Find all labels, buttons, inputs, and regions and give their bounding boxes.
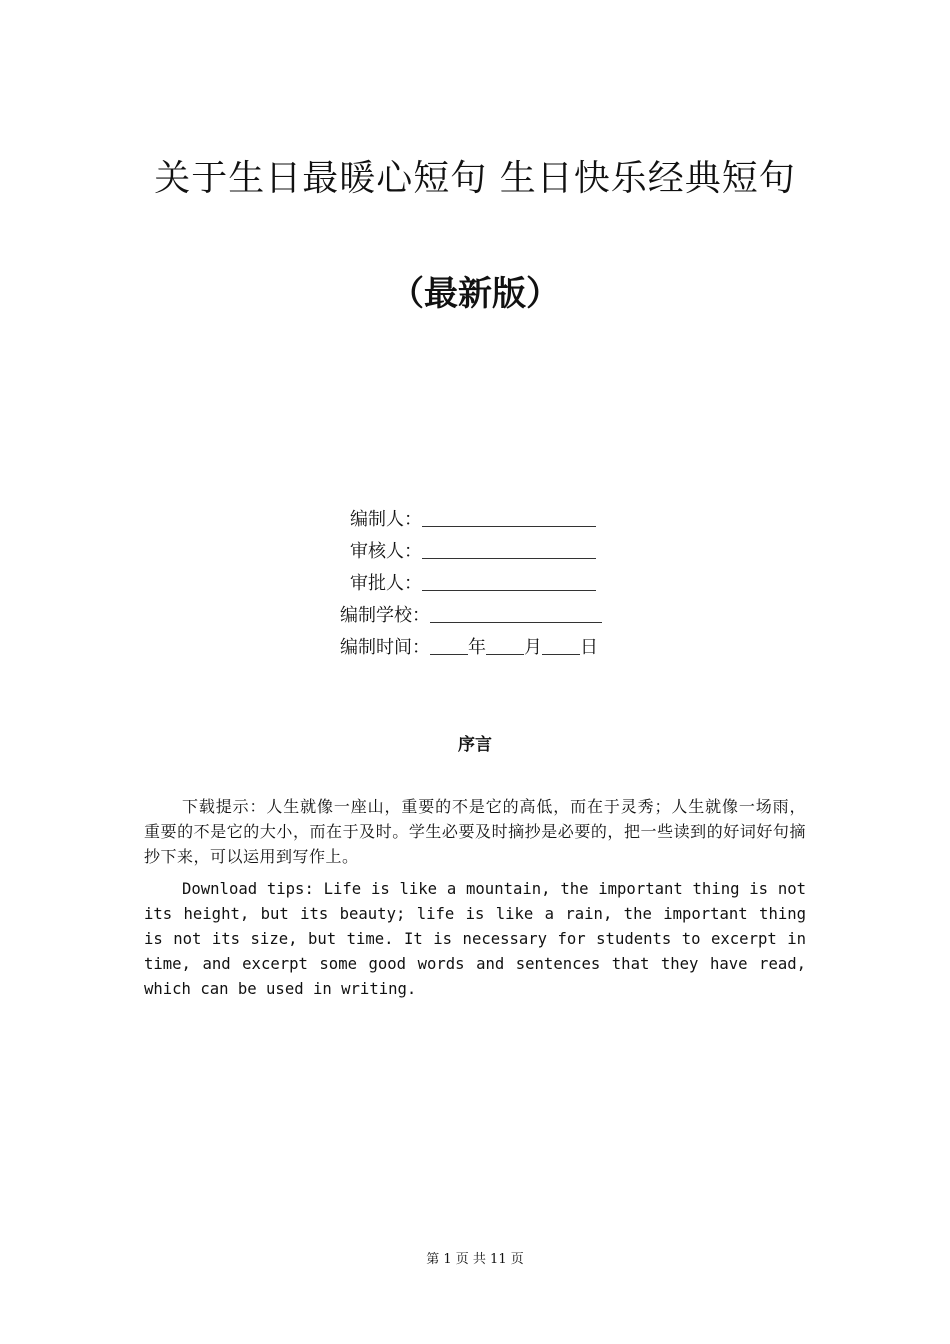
reviewer-label: 审核人： [350,541,422,562]
year-blank-field [430,634,468,655]
meta-row-time [0,632,950,664]
month-label: 月 [524,637,542,658]
day-label: 日 [580,637,598,658]
document-subtitle: （最新版） [390,274,560,314]
page-footer: 第 1 页 共 11 页 [426,1252,524,1267]
year-label: 年 [468,637,486,658]
month-blank-field [486,634,524,655]
school-label: 编制学校： [340,605,430,626]
meta-row-approver [0,568,950,600]
meta-row-editor [0,504,950,536]
meta-row-school [0,600,950,632]
paragraph-english: Download tips: Life is like a mountain, the important thing is not its height, but its beauty; life is like a rain, the important thing is not its size, but time. It is necessary for students to excerpt in time, and excerpt some good words and sentences that they have read, which can be used in writing. [144,880,806,998]
day-blank-field [542,634,580,655]
reviewer-blank-field [422,538,596,559]
approver-blank-field [422,570,596,591]
preface-heading: 序言 [458,735,492,755]
meta-row-reviewer [0,536,950,568]
document-title: 关于生日最暖心短句 生日快乐经典短句 [154,158,796,199]
school-blank-field [430,602,602,623]
paragraph-chinese: 下载提示：人生就像一座山，重要的不是它的高低，而在于灵秀；人生就像一场雨，重要的不是它的大小，而在于及时。学生必要及时摘抄是必要的，把一些读到的好词好句摘抄下来，可以运用到写作上。 [144,797,806,866]
approver-label: 审批人： [350,573,422,594]
editor-label: 编制人： [350,509,422,530]
time-label: 编制时间： [340,637,430,658]
editor-blank-field [422,506,596,527]
meta-block [0,504,950,664]
